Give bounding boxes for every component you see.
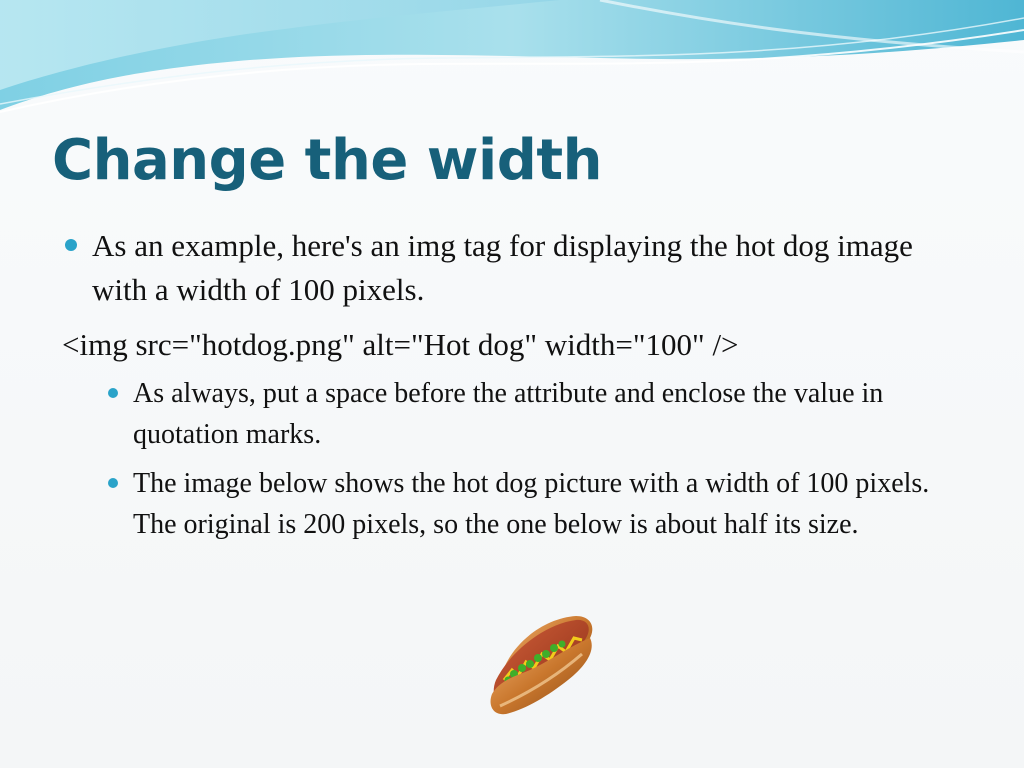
- bullet-text: As an example, here's an img tag for displaying the hot dog image with a width of 100 pixels.: [92, 228, 913, 307]
- sub-bullet-text: As always, put a space before the attribute and enclose the value in quotation marks.: [133, 378, 884, 450]
- bullet-dot-icon: [65, 239, 77, 251]
- list-item: [133, 373, 973, 455]
- header-wave-decoration: [0, 0, 1024, 120]
- code-example: <img src="hotdog.png" alt="Hot dog" width="100" />: [62, 327, 739, 362]
- slide-title: Change the width: [52, 128, 602, 193]
- hotdog-icon: [486, 610, 598, 718]
- sub-bullet-text: The image below shows the hot dog picture with a width of 100 pixels. The original is 200 pixels, so the one below is about half its size.: [133, 468, 930, 540]
- list-item: [133, 463, 973, 545]
- bullet-dot-icon: [108, 478, 118, 488]
- list-item: [92, 224, 972, 312]
- bullet-dot-icon: [108, 388, 118, 398]
